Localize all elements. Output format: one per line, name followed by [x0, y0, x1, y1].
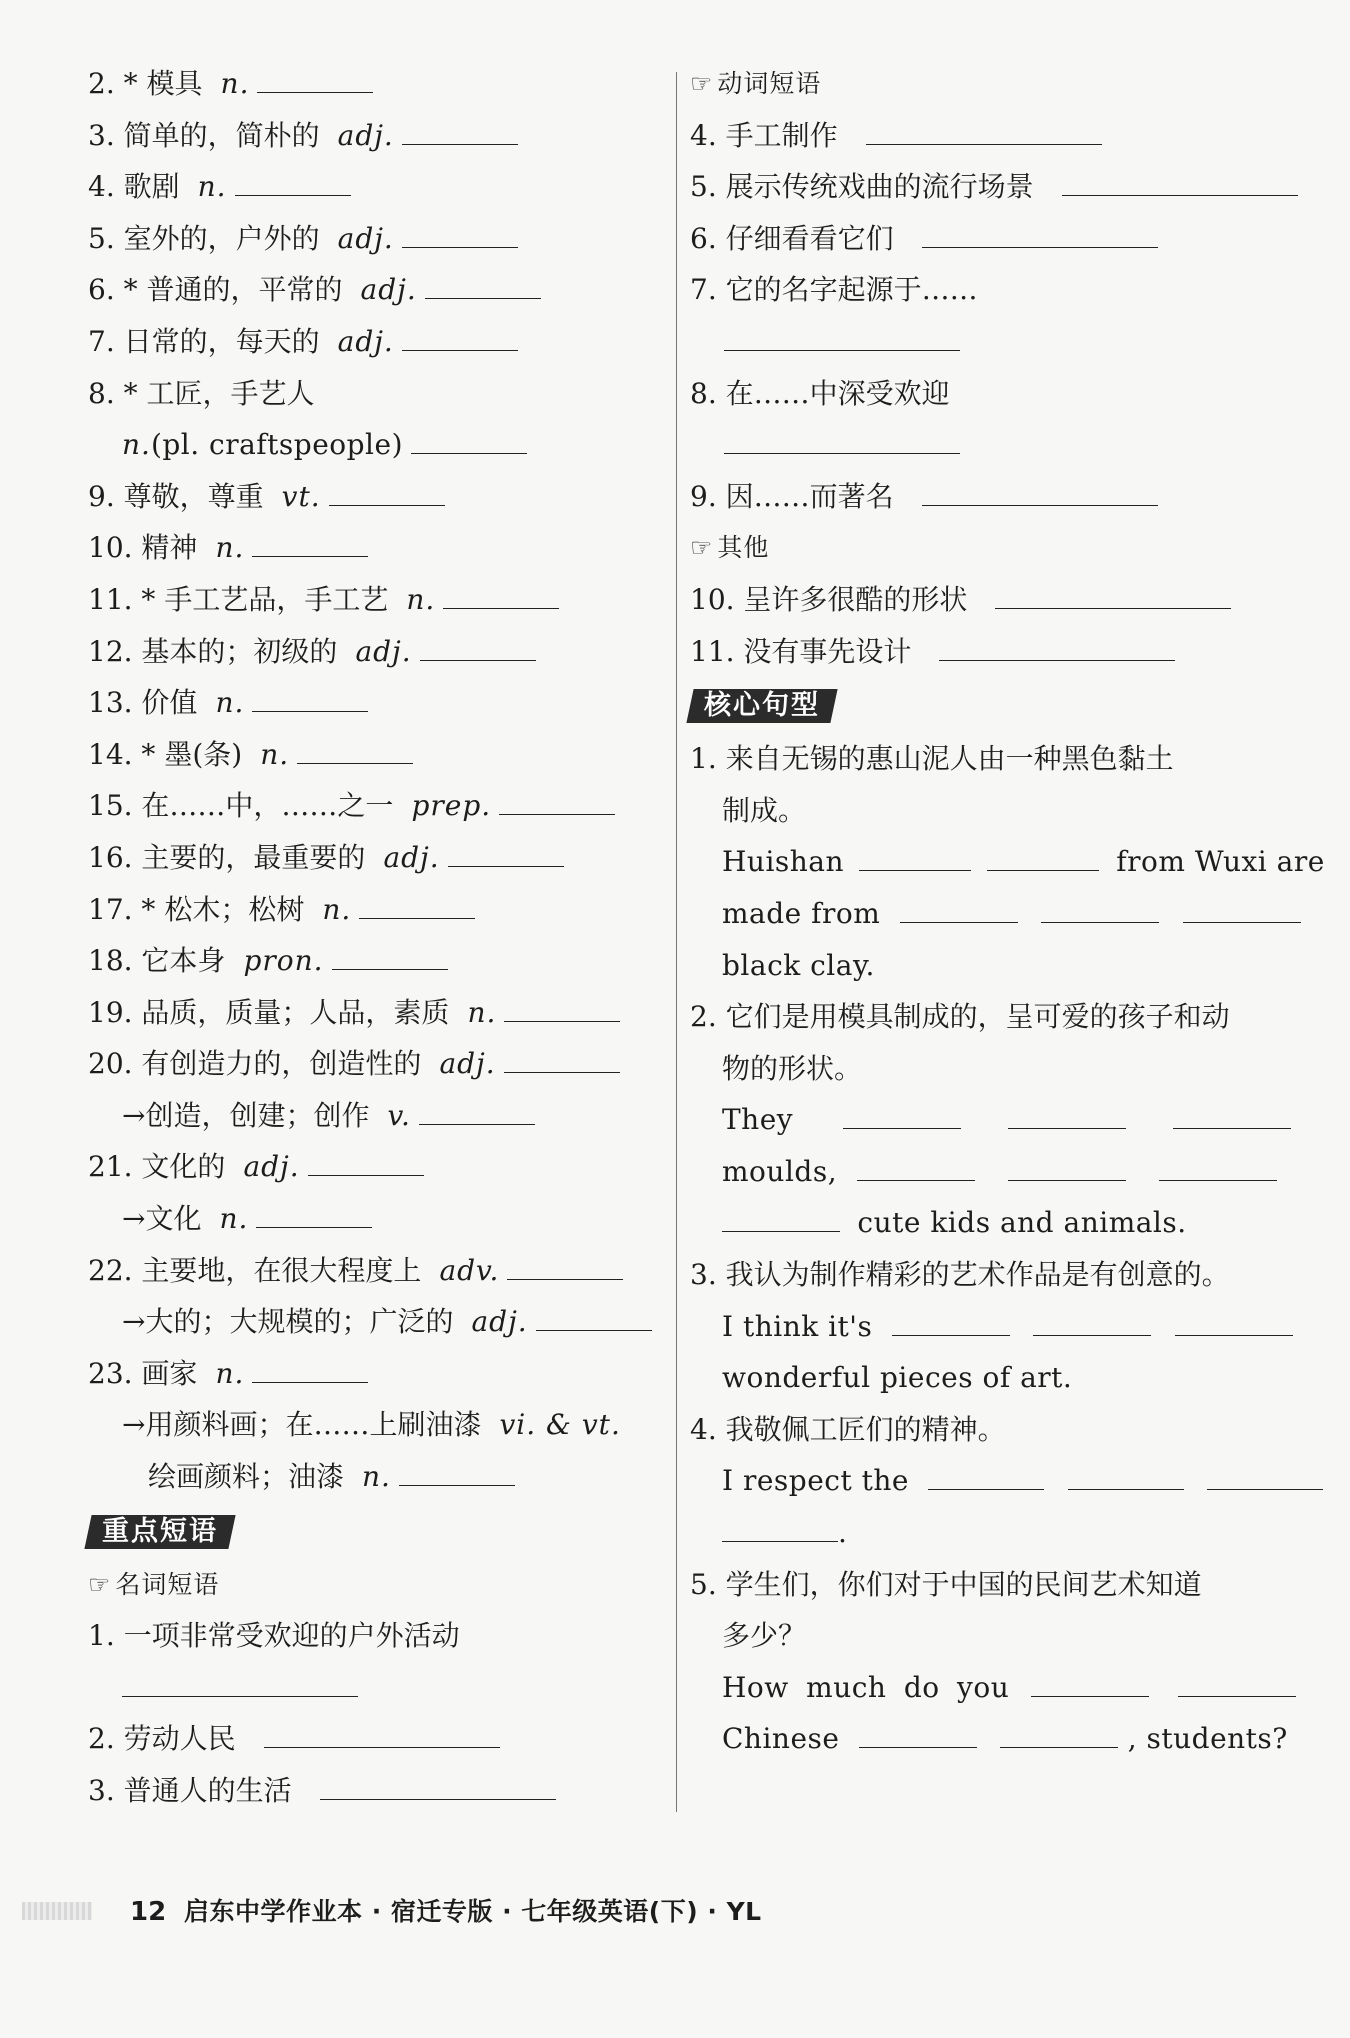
answer-blank[interactable] — [1175, 1307, 1293, 1336]
answer-blank[interactable] — [536, 1302, 652, 1331]
vocab-cn: 11. * 手工艺品，手工艺 — [88, 582, 389, 616]
phrase-item — [88, 1713, 658, 1765]
part-of-speech: adj. — [471, 1305, 528, 1339]
phrase-item — [690, 368, 1270, 420]
vocab-item — [88, 729, 658, 781]
answer-blank[interactable] — [1033, 1307, 1151, 1336]
vocabulary-list — [88, 58, 658, 1503]
vocab-cn: 13. 价值 — [88, 686, 198, 720]
sentence-cn: 5. 学生们，你们对于中国的民间艺术知道 — [690, 1567, 1202, 1601]
vocab-item — [88, 1451, 658, 1503]
answer-blank[interactable] — [425, 270, 541, 299]
answer-blank[interactable] — [402, 322, 518, 351]
answer-blank[interactable] — [922, 477, 1158, 506]
phrase-cn: 6. 仔细看看它们 — [690, 221, 894, 255]
answer-blank[interactable] — [507, 1251, 623, 1280]
part-of-speech: n. — [215, 1356, 245, 1390]
part-of-speech: vt. — [281, 479, 321, 513]
phrase-cn: 3. 普通人的生活 — [88, 1774, 292, 1807]
phrase-cn: 8. 在……中深受欢迎 — [690, 376, 950, 410]
sentence-3: 3. 我认为制作精彩的艺术作品是有创意的。 I think it's wonderful pieces of art. — [690, 1249, 1270, 1404]
vocab-cn: →文化 — [122, 1202, 202, 1236]
answer-blank[interactable] — [420, 632, 536, 661]
answer-blank[interactable] — [329, 477, 445, 506]
sentence-cn: 制成。 — [722, 793, 807, 827]
answer-blank[interactable] — [987, 842, 1099, 871]
part-of-speech: v. — [387, 1098, 411, 1132]
answer-blank[interactable] — [402, 116, 518, 145]
vocab-cn: 5. 室外的，户外的 — [88, 221, 320, 255]
vocab-item — [88, 884, 658, 936]
vocab-cn: 20. 有创造力的，创造性的 — [88, 1047, 422, 1081]
vocab-cn: 19. 品质，质量；人品，素质 — [88, 995, 450, 1029]
phrase-cn: 2. 劳动人民 — [88, 1722, 236, 1756]
vocab-item — [88, 1348, 658, 1400]
part-of-speech: n. — [220, 67, 250, 100]
section-header-core-sentences — [690, 677, 1270, 733]
phrase-answer-line — [690, 316, 1270, 368]
vocab-cn: 14. * 墨(条) — [88, 737, 243, 771]
part-of-speech: n. — [197, 170, 227, 204]
phrase-item — [88, 1610, 658, 1662]
vocab-cn: 16. 主要的，最重要的 — [88, 840, 366, 874]
answer-blank[interactable] — [900, 894, 1018, 923]
phrase-cn: 1. 一项非常受欢迎的户外活动 — [88, 1619, 460, 1653]
answer-blank[interactable] — [332, 941, 448, 970]
noun-phrases-label: ☞ 名词短语 — [88, 1569, 220, 1599]
answer-blank[interactable] — [499, 786, 615, 815]
sentence-cn: 2. 它们是用模具制成的，呈可爱的孩子和动 — [690, 1000, 1230, 1034]
answer-blank[interactable] — [1207, 1461, 1323, 1490]
section-header-key-phrases — [88, 1503, 658, 1559]
answer-blank[interactable] — [928, 1461, 1044, 1490]
answer-blank[interactable] — [257, 64, 373, 93]
vocab-cn: →创造，创建；创作 — [122, 1098, 370, 1132]
vocab-item — [88, 780, 658, 832]
answer-blank[interactable] — [235, 167, 351, 196]
phrase-cn: 11. 没有事先设计 — [690, 634, 912, 668]
vocab-item — [88, 58, 658, 110]
vocab-item — [88, 1399, 658, 1451]
part-of-speech: adj. — [439, 1047, 496, 1081]
vocab-item — [88, 1193, 658, 1245]
sentence-4: 4. 我敬佩工匠们的精神。 I respect the . — [690, 1404, 1270, 1559]
column-divider — [676, 72, 677, 1812]
part-of-speech: adj. — [360, 273, 417, 307]
part-of-speech: n. — [322, 892, 352, 926]
answer-blank[interactable] — [995, 580, 1231, 609]
answer-blank[interactable] — [504, 1044, 620, 1073]
answer-blank[interactable] — [1031, 1668, 1149, 1697]
vocab-item — [88, 522, 658, 574]
vocab-item — [88, 1090, 658, 1142]
footer-decoration — [22, 1902, 92, 1920]
answer-blank[interactable] — [252, 528, 368, 557]
answer-blank[interactable] — [922, 219, 1158, 248]
vocab-cn: 9. 尊敬，尊重 — [88, 479, 264, 513]
vocab-cn: 12. 基本的；初级的 — [88, 634, 338, 668]
answer-blank[interactable] — [857, 1152, 975, 1181]
phrase-item — [690, 161, 1270, 213]
vocab-cn: 10. 精神 — [88, 531, 198, 565]
vocab-item — [88, 110, 658, 162]
answer-blank[interactable] — [1159, 1152, 1277, 1181]
vocab-cn: 7. 日常的，每天的 — [88, 324, 320, 358]
vocab-item — [88, 1245, 658, 1297]
sentence-cn: 物的形状。 — [722, 1051, 863, 1085]
other-phrase-list — [690, 574, 1270, 677]
vocab-note: (pl. craftspeople) — [150, 428, 404, 462]
vocab-cn: →大的；大规模的；广泛的 — [122, 1305, 454, 1339]
answer-blank[interactable] — [1062, 167, 1298, 196]
answer-blank[interactable] — [252, 1354, 368, 1383]
answer-blank[interactable] — [256, 1199, 372, 1228]
pointing-hand-icon: ☞ — [690, 533, 714, 563]
part-of-speech: n. — [406, 582, 436, 616]
phrase-item — [690, 264, 1270, 316]
answer-blank[interactable] — [122, 1668, 358, 1697]
answer-blank[interactable] — [320, 1771, 556, 1800]
answer-blank[interactable] — [1041, 894, 1159, 923]
vocab-cn: 21. 文化的 — [88, 1150, 226, 1184]
vocab-item — [88, 832, 658, 884]
others-label: ☞ 其他 — [690, 533, 770, 563]
phrase-item — [88, 1765, 658, 1817]
answer-blank[interactable] — [866, 116, 1102, 145]
vocab-item — [88, 368, 658, 420]
part-of-speech: n. — [215, 531, 245, 565]
part-of-speech: adv. — [439, 1253, 500, 1287]
right-column — [690, 58, 1325, 1765]
answer-blank[interactable] — [1183, 894, 1301, 923]
section-title: 核心句型 — [704, 690, 820, 722]
phrase-item — [690, 626, 1270, 678]
answer-blank[interactable] — [859, 842, 971, 871]
page-number: 12 — [130, 1897, 167, 1927]
vocab-item — [88, 471, 658, 523]
vocab-cn: 4. 歌剧 — [88, 170, 180, 204]
answer-blank[interactable] — [443, 580, 559, 609]
phrase-cn: 9. 因……而著名 — [690, 479, 894, 513]
answer-blank[interactable] — [264, 1719, 500, 1748]
verb-phrase-list — [690, 110, 1270, 523]
answer-blank[interactable] — [843, 1100, 961, 1129]
part-of-speech: pron. — [243, 944, 324, 978]
answer-blank[interactable] — [1000, 1719, 1118, 1748]
vocab-cn: 18. 它本身 — [88, 944, 226, 978]
vocab-cn: 2. * 模具 — [88, 67, 203, 100]
vocab-item — [88, 677, 658, 729]
sentence-cn: 4. 我敬佩工匠们的精神。 — [690, 1412, 1006, 1446]
part-of-speech: vi. & vt. — [499, 1408, 621, 1442]
phrase-item — [690, 213, 1270, 265]
verb-phrases-label: ☞ 动词短语 — [690, 69, 822, 98]
vocab-item — [88, 987, 658, 1039]
vocab-cn: →用颜料画；在……上刷油漆 — [122, 1408, 482, 1442]
pointing-hand-icon: ☞ — [88, 1569, 112, 1599]
answer-blank[interactable] — [504, 993, 620, 1022]
sentence-1: 1. 来自无锡的惠山泥人由一种黑色黏土 制成。 Huishan from Wuxi are made from black clay. — [690, 733, 1270, 991]
answer-blank[interactable] — [724, 322, 960, 351]
pointing-hand-icon: ☞ — [690, 69, 714, 98]
phrase-item — [690, 574, 1270, 626]
answer-blank[interactable] — [939, 632, 1175, 661]
part-of-speech: n. — [362, 1460, 391, 1494]
phrase-cn: 10. 呈许多很酷的形状 — [690, 582, 968, 616]
part-of-speech: adj. — [355, 634, 412, 668]
part-of-speech: adj. — [337, 221, 394, 255]
part-of-speech: n. — [219, 1202, 249, 1236]
vocab-cn: 23. 画家 — [88, 1356, 198, 1390]
answer-blank[interactable] — [308, 1147, 424, 1176]
answer-blank[interactable] — [1008, 1100, 1126, 1129]
vocab-cn: 6. * 普通的，平常的 — [88, 273, 343, 307]
phrase-answer-line — [88, 1662, 658, 1714]
answer-blank[interactable] — [892, 1307, 1010, 1336]
footer-title: 启东中学作业本 · 宿迁专版 · 七年级英语(下) · YL — [184, 1897, 762, 1926]
part-of-speech: n. — [260, 737, 290, 771]
vocab-item — [88, 264, 658, 316]
vocab-cn: 17. * 松木；松树 — [88, 892, 305, 926]
part-of-speech: adj. — [243, 1150, 300, 1184]
part-of-speech: n. — [467, 995, 497, 1029]
vocab-item — [88, 419, 658, 471]
phrase-cn: 4. 手工制作 — [690, 118, 838, 152]
answer-blank[interactable] — [1178, 1668, 1296, 1697]
vocab-item — [88, 626, 658, 678]
answer-blank[interactable] — [399, 1457, 515, 1486]
sentence-list — [690, 733, 1325, 1765]
vocab-item — [88, 935, 658, 987]
vocab-item — [88, 574, 658, 626]
vocab-item — [88, 213, 658, 265]
vocab-item — [88, 316, 658, 368]
answer-blank[interactable] — [1068, 1461, 1184, 1490]
left-column — [88, 58, 658, 1817]
answer-blank[interactable] — [724, 425, 960, 454]
sentence-cn: 1. 来自无锡的惠山泥人由一种黑色黏土 — [690, 742, 1174, 776]
answer-blank[interactable] — [722, 1203, 840, 1232]
phrase-cn: 7. 它的名字起源于…… — [690, 273, 978, 307]
section-title: 重点短语 — [102, 1515, 218, 1547]
answer-blank[interactable] — [252, 683, 368, 712]
noun-phrase-list — [88, 1610, 658, 1816]
answer-blank[interactable] — [411, 425, 527, 454]
answer-blank[interactable] — [402, 219, 518, 248]
phrase-cn: 5. 展示传统戏曲的流行场景 — [690, 170, 1034, 204]
phrase-item — [690, 471, 1270, 523]
phrase-item — [690, 110, 1270, 162]
part-of-speech: adj. — [337, 118, 394, 152]
sentence-cn: 3. 我认为制作精彩的艺术作品是有创意的。 — [690, 1258, 1230, 1292]
answer-blank[interactable] — [1008, 1152, 1126, 1181]
vocab-cn: 3. 简单的，简朴的 — [88, 118, 320, 152]
vocab-cn: 8. * 工匠，手艺人 — [88, 376, 315, 410]
vocab-cn: 15. 在……中，……之一 — [88, 789, 394, 823]
page-footer — [22, 1892, 1322, 1932]
answer-blank[interactable] — [859, 1719, 977, 1748]
sentence-cn: 多少？ — [722, 1619, 807, 1653]
vocab-item — [88, 1296, 658, 1348]
sentence-5: 5. 学生们，你们对于中国的民间艺术知道 多少？ How much do you Chinese , students? — [690, 1559, 1270, 1765]
vocab-item — [88, 1141, 658, 1193]
part-of-speech: adj. — [337, 324, 394, 358]
sentence-2: 2. 它们是用模具制成的，呈可爱的孩子和动 物的形状。 They moulds, cute kids and animals. — [690, 991, 1270, 1249]
vocab-item — [88, 161, 658, 213]
part-of-speech: adj. — [383, 840, 440, 874]
part-of-speech: n. — [215, 686, 245, 720]
phrase-answer-line — [690, 419, 1270, 471]
vocab-cn: 22. 主要地，在很大程度上 — [88, 1253, 422, 1287]
answer-blank[interactable] — [722, 1513, 838, 1542]
answer-blank[interactable] — [419, 1096, 535, 1125]
vocab-item — [88, 1038, 658, 1090]
answer-blank[interactable] — [297, 735, 413, 764]
answer-blank[interactable] — [359, 890, 475, 919]
answer-blank[interactable] — [448, 838, 564, 867]
part-of-speech: prep. — [411, 789, 492, 823]
answer-blank[interactable] — [1173, 1100, 1291, 1129]
part-of-speech: n. — [122, 428, 151, 462]
vocab-cn: 绘画颜料；油漆 — [148, 1460, 345, 1494]
